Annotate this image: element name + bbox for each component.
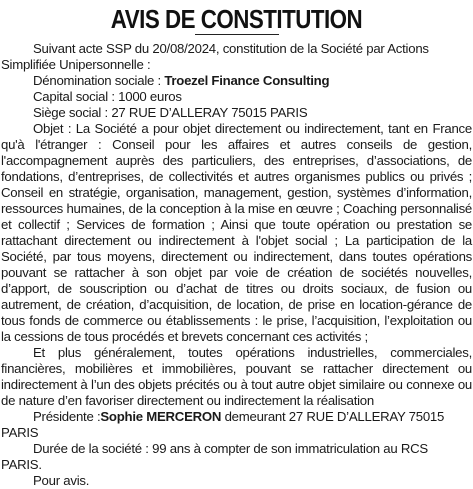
president-line [1,409,472,441]
duree-line: Durée de la société : 99 ans à compter de son immatriculation au RCS PARIS. [1,441,428,472]
president-label: Présidente : [33,409,101,424]
president-name: Sophie MERCERON [100,409,222,424]
notice-body [1,41,472,489]
closing-line: Pour avis. [33,473,90,488]
denomination-value: Troezel Finance Consulting [164,73,330,88]
capital-line: Capital social : 1000 euros [33,89,182,104]
denomination-label: Dénomination sociale : [33,73,165,88]
intro-paragraph: Suivant acte SSP du 20/08/2024, constitution de la Société par Actions Simplifiée Unipersonnelle : [1,41,429,72]
notice-title: AVIS DE CONSTITUTION [110,4,363,34]
denomination-line [1,73,472,89]
objet-suite-paragraph: Et plus généralement, toutes opérations industrielles, commerciales, financières, mobilières et immobilières, pouvant se rattacher directement ou indirectement à l’un des objets précités ou à tout autre objet similaire ou connexe ou de nature d’en favoriser directement ou indirectement la réalisation [1,345,472,408]
president-address: demeurant 27 RUE D’ALLERAY 75015 PARIS [1,409,445,440]
objet-paragraph: Objet : La Société a pour objet directement ou indirectement, tant en France qu'à l'étranger : Conseil pour les affaires et autres conseils de gestion, l'accompagnement auprès des particuliers, des entreprises, d’associations, de fondations, d’entreprises, de collectivités et autres organismes publics ou privés ; Conseil en stratégie, organisation, management, gestion, systèmes d’information, ressources humaines, de la conception à la mise en œuvre ; Coaching personnalisé et collectif ; Services de formation ; Ainsi que toute opération ou prestation se rattachant directement ou indirectement à l'objet social ; La participation de la Société, par tous moyens, directement ou indirectement, dans toutes opérations pouvant se rattacher à son objet par voie de création de sociétés nouvelles, d’apport, de souscription ou d’achat de titres ou droits sociaux, de fusion ou autrement, de création, d’acquisition, de location, de prise en location-gérance de tous fonds de commerce ou établissements : le prise, l’acquisition, l’exploitation ou la cessions de tous procédés et brevets concernant ces activités ; [1,121,472,344]
siege-line: Siège social : 27 RUE D’ALLERAY 75015 PARIS [33,105,308,120]
title-underline [195,34,279,35]
